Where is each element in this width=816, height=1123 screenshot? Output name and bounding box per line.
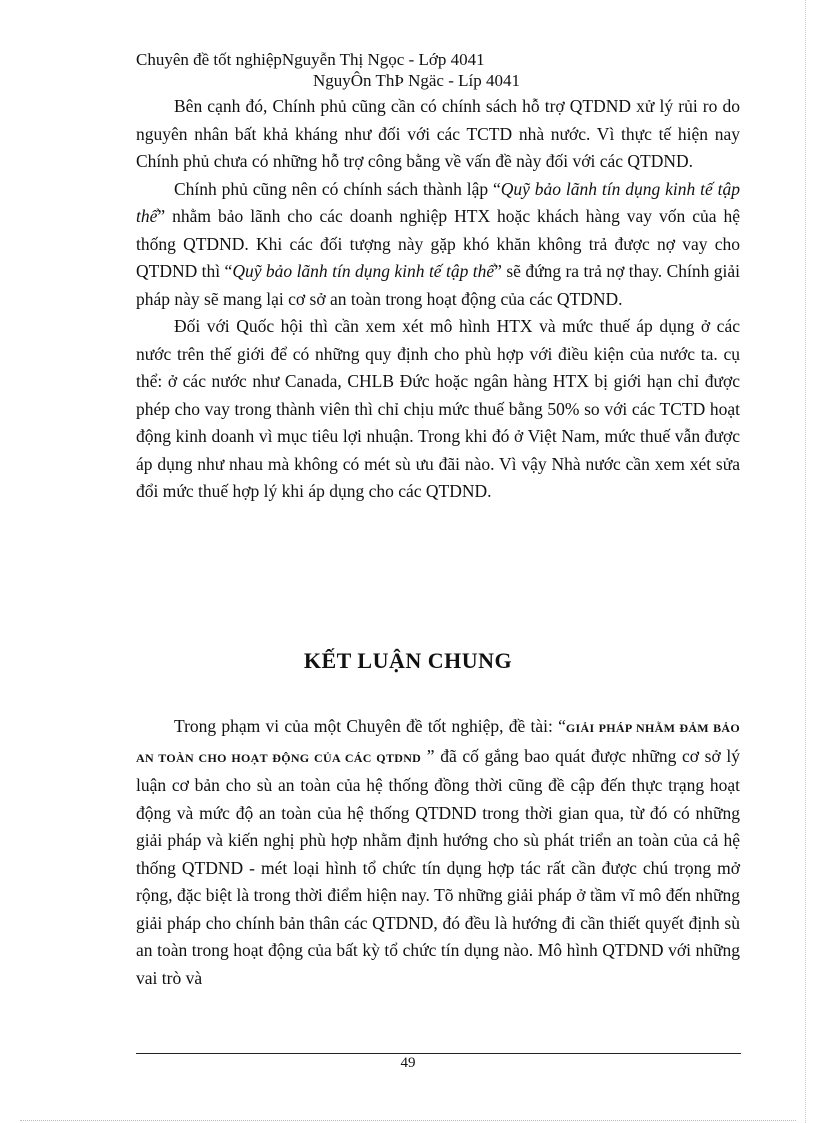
text-run: ” đã cố gắng bao quát được những cơ sở lý luận cơ bản cho sù an toàn của hệ thống đồng thời cũng đề cập đến thực trạng hoạt động và mức độ an toàn của hệ thống QTDND trong thời gian qua, từ đó có những giải pháp và kiến nghị phù hợp nhằm định hướng cho sù phát triển an toàn của cả hệ thống QTDND - mét loại hình tổ chức tín dụng hợp tác rất cần được chú trọng mở rộng, đặc biệt là trong thời điểm hiện nay. Tõ những giải pháp ở tầm vĩ mô đến những giải pháp cho chính bản thân các QTDND, đó đều là hướng đi cần thiết quyết định sù an toàn trong hoạt động của bất kỳ tổ chức tín dụng nào. Mô hình QTDND với những vai trò và	[136, 745, 741, 988]
italic-fund-name: Quỹ bảo lãnh tín dụng kinh tế tập thể	[136, 178, 740, 226]
page-edge-dots-right	[805, 0, 806, 1123]
paragraph: Đối với Quốc hội thì cần xem xét mô hình HTX và mức thuế áp dụng ở các nước trên thế giới để có những quy định cho phù hợp với điều kiện của nước ta. cụ thể: ở các nước như Canada, CHLB Đức hoặc ngân hàng HTX bị giới hạn chỉ được phép cho vay trong thành viên thì chỉ chịu mức thuế bằng 50% so với các TCTD hoạt động kinh doanh vì mục tiêu lợi nhuận. Trong khi đó ở Việt Nam, mức thuế vẫn được áp dụng như nhau mà không có mét sù ưu đãi nào. Vì vậy Nhà nước cần xem xét sửa đổi mức thuế hợp lý khi áp dụng cho các QTDND.	[136, 316, 740, 501]
running-header: Chuyên đề tốt nghiệpNguyễn Thị Ngọc - Lớp 4041	[136, 50, 485, 69]
text-run: Chính phủ cũng nên có chính sách thành lập “	[174, 178, 501, 199]
text-run: ” nhằm bảo lãnh cho các doanh nghiệp HTX hoặc khách hàng vay vốn của hệ thống QTDND. Khi các đối tượng này gặp khó khăn không trả được nợ vay cho QTDND thì “	[136, 206, 740, 281]
paragraph	[136, 176, 740, 314]
thesis-title: GIẢI PHÁP NHẰM ĐẢM BẢO AN TOÀN CHO HOẠT ĐỘNG CỦA CÁC QTDND	[136, 721, 740, 765]
text-run: ” sẽ đứng ra trả nợ thay. Chính giải pháp này sẽ mang lại cơ sở an toàn trong hoạt động của các QTDND.	[136, 261, 741, 309]
body-section-recommendations	[136, 93, 740, 506]
footer-divider	[136, 1053, 741, 1054]
text-run: Trong phạm vi của một Chuyên đề tốt nghiệp, đề tài: “	[174, 716, 566, 736]
paragraph: Bên cạnh đó, Chính phủ cũng cần có chính sách hỗ trợ QTDND xử lý rủi ro do nguyên nhân bất khả kháng như đối với các TCTD nhà nước. Vì thực tế hiện nay Chính phủ chưa có những hỗ trợ công bằng về vấn đề này đối với các QTDND.	[136, 96, 740, 171]
body-section-conclusion	[136, 713, 740, 992]
page-edge-dots	[20, 1120, 796, 1121]
section-heading: KẾT LUẬN CHUNG	[303, 648, 513, 673]
italic-fund-name: Quỹ bảo lãnh tín dụng kinh tế tập thể	[232, 261, 495, 281]
page-number: 49	[400, 1055, 416, 1071]
paragraph	[136, 713, 740, 992]
running-header-garbled: NguyÔn ThÞ Ngäc - Líp 4041	[313, 71, 520, 90]
